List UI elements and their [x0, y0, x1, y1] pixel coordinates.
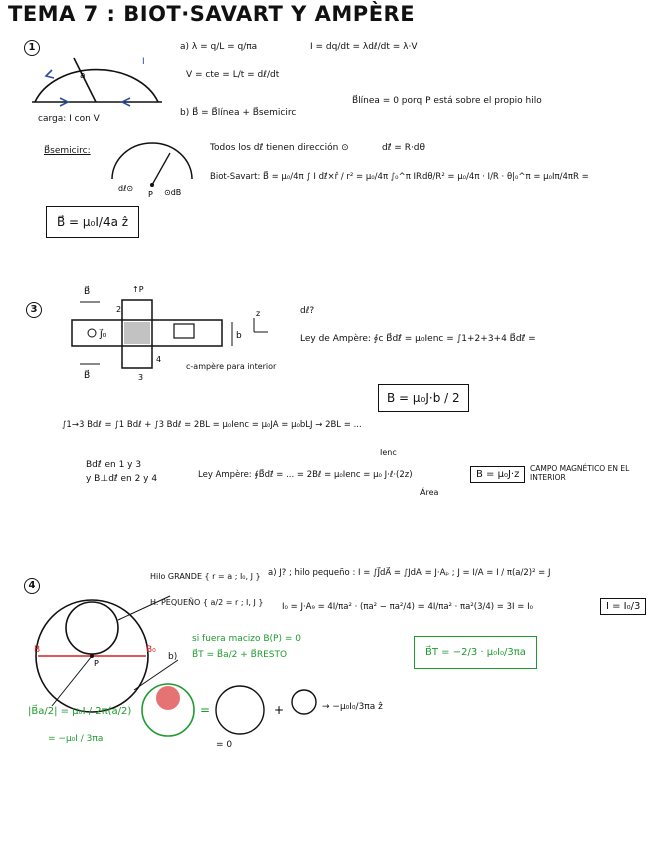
result-box-4a: I = I₀/3: [600, 598, 646, 615]
svg-text:2: 2: [116, 305, 122, 314]
eq-velocity: V = cte = L/t = dℓ/dt: [186, 70, 280, 80]
problem-4-number: 4: [24, 578, 40, 594]
result-box-3b: B = μ₀J·z: [470, 466, 525, 483]
interior-field-note: CAMPO MAGNÉTICO EN EL INTERIOR: [530, 464, 630, 482]
eq-current: I = dq/dt = λdℓ/dt = λ·V: [310, 42, 418, 52]
biot-savart-eq: Biot-Savart: B⃗ = μ₀/4π ∫ I dℓ⃗×r̂ / r² = μ₀/4π ∫₀^π IRdθ/R² = μ₀/4π · I/R · θ|₀^π = μ₀Iπ/4πR =: [210, 172, 589, 182]
problem-1-number: 1: [24, 40, 40, 56]
svg-text:P: P: [94, 659, 99, 668]
superposition-diagram: [140, 680, 320, 740]
area-label: Área: [420, 488, 439, 497]
svg-text:B: B: [34, 645, 41, 655]
result-box-3a: B = μ₀J·b / 2: [378, 384, 469, 412]
page-title: TEMA 7 : BIOT·SAVART Y AMPÈRE: [8, 2, 416, 26]
svg-text:B⃗: B⃗: [84, 287, 91, 297]
small-wire: H. PEQUEÑO { a/2 = r ; I, J }: [150, 598, 264, 607]
b-line-note: B⃗línea = 0 porq P está sobre el propio hilo: [352, 96, 542, 106]
svg-text:z: z: [256, 309, 261, 318]
svg-text:a: a: [80, 71, 86, 81]
part-b-label: b): [168, 652, 178, 662]
bt-sum: B⃗T = B⃗a/2 + B⃗RESTO: [192, 650, 288, 660]
ampere-law-1: Ley de Ampère: ∮c B⃗dℓ⃗ = μ₀Ienc = ∫1+2+3+4 B⃗dℓ⃗ =: [300, 334, 536, 344]
right-result: → −μ₀I₀/3πa ẑ: [322, 702, 383, 712]
svg-text:b: b: [236, 331, 242, 341]
semicircle-field-diagram: [108, 135, 198, 199]
integral-sum: ∫1→3 Bdℓ = ∫1 Bdℓ + ∫3 Bdℓ = 2BL = μ₀Ienc = μ₀JA = μ₀bLJ → 2BL = ...: [62, 420, 362, 430]
svg-text:P: P: [148, 190, 153, 199]
svg-text:=: =: [200, 703, 211, 717]
bsemi-label: B⃗semicirc:: [44, 146, 91, 156]
result-box-4b: B⃗T = −2/3 · μ₀I₀/3πa: [414, 636, 537, 669]
svg-text:+: +: [274, 703, 285, 717]
eq-lambda: a) λ = q/L = q/πa: [180, 42, 258, 52]
ienc-label: Ienc: [380, 448, 397, 457]
solid-note: si fuera macizo B(P) = 0: [192, 634, 301, 644]
big-wire: Hilo GRANDE { r = a ; I₀, J }: [150, 572, 261, 581]
svg-text:⊙dB: ⊙dB: [164, 188, 182, 197]
svg-text:B₀: B₀: [146, 645, 156, 655]
svg-text:4: 4: [156, 355, 162, 364]
i0-eq: I₀ = J·A₉ = 4I/πa² · (πa² − πa²/4) = 4I/πa² · πa²(3/4) = 3I = I₀: [282, 602, 533, 612]
ba-eq: |B⃗a/2| = μ₀I / 2π(a/2): [28, 706, 132, 717]
dl-question: dℓ?: [300, 306, 315, 316]
svg-text:B⃗: B⃗: [84, 371, 91, 381]
svg-text:3: 3: [138, 373, 144, 382]
direction-note: Todos los dℓ⃗ tienen dirección ⊙: [210, 143, 349, 153]
part-a-eq: a) J? ; hilo pequeño : I = ∫J⃗dA⃗ = ∫JdA = J·Aₚ ; J = I/A = I / π(a/2)² = J: [268, 568, 551, 578]
svg-text:I: I: [142, 57, 145, 67]
dl-eq: dℓ⃗ = R·dθ: [382, 143, 426, 153]
ampere-law-2: Ley Ampère: ∮B⃗dℓ⃗ = ... = 2Bℓ = μ₀Ienc = μ₀ J·ℓ·(2z): [198, 470, 413, 480]
problem-3-number: 3: [26, 302, 42, 318]
eq-b-sum: b) B⃗ = B⃗línea + B⃗semicirc: [180, 108, 297, 118]
bdl-note-1: Bdℓ⃗ en 1 y 3: [86, 460, 142, 470]
svg-text:dℓ⊙: dℓ⊙: [118, 184, 134, 193]
svg-text:↑P: ↑P: [132, 285, 144, 294]
ba-eq2: = −μ₀I / 3πa: [48, 734, 104, 744]
result-box-1: B⃗ = μ₀I/4a ẑ: [46, 206, 139, 238]
charge-note: carga: I con V: [38, 114, 100, 124]
svg-text:J⃗₀: J⃗₀: [100, 330, 107, 340]
ampere-note: c-ampère para interior: [186, 362, 277, 371]
bdl-note-2: y B⊥dℓ⃗ en 2 y 4: [86, 474, 158, 484]
semicircle-diagram: [30, 50, 170, 120]
zero-eq: = 0: [216, 740, 233, 750]
